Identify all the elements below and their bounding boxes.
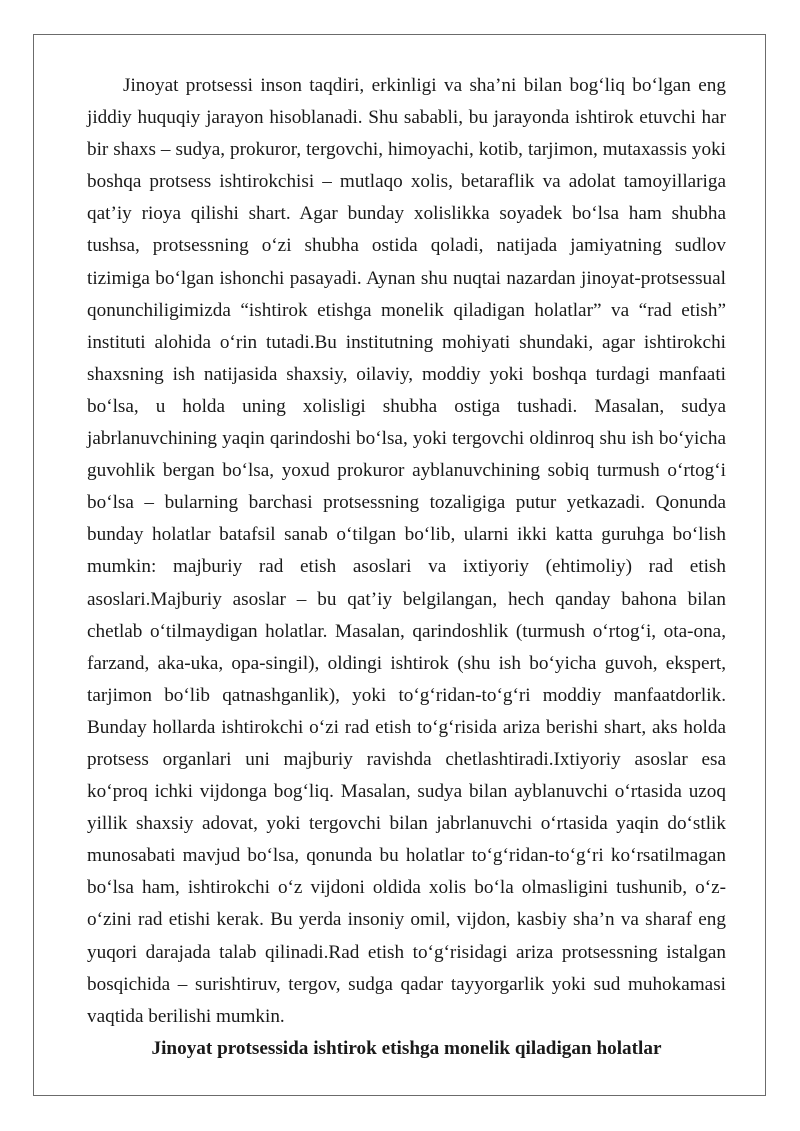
- section-heading: Jinoyat protsessida ishtirok etishga monelik qiladigan holatlar: [151, 1037, 662, 1059]
- body-paragraph: Jinoyat protsessi inson taqdiri, erkinligi va sha’ni bilan bog‘liq bo‘lgan eng jiddiy huquqiy jarayon hisoblanadi. Shu sababli, bu jarayonda ishtirok etuvchi har bir shaxs – sudya, prokuror, tergovchi, himoyachi, kotib, tarjimon, mutaxassis yoki boshqa protsess ishtirokchisi – mutlaqo xolis, betaraflik va adolat tamoyillariga qat’iy rioya qilishi shart. Agar bunday xolislikka soyadek bo‘lsa ham shubha tushsa, protsessning o‘zi shubha ostida qoladi, natijada jamiyatning sudlov tizimiga bo‘lgan ishonchi pasayadi. Aynan shu nuqtai nazardan jinoyat-protsessual qonunchiligimizda “ishtirok etishga monelik qiladigan holatlar” va “rad etish” instituti alohida o‘rin tutadi.Bu institutning mohiyati shundaki, agar ishtirokchi shaxsning ish natijasida shaxsiy, oilaviy, moddiy yoki boshqa turdagi manfaati bo‘lsa, u holda uning xolisligi shubha ostiga tushadi. Masalan, sudya jabrlanuvchining yaqin qarindoshi bo‘lsa, yoki tergovchi oldinroq shu ish bo‘yicha guvohlik bergan bo‘lsa, yoxud prokuror ayblanuvchining sobiq turmush o‘rtog‘i bo‘lsa – bularning barchasi protsessning tozaligiga putur yetkazadi. Qonunda bunday holatlar batafsil sanab o‘tilgan bo‘lib, ularni ikki katta guruhga bo‘lish mumkin: majburiy rad etish asoslari va ixtiyoriy (ehtimoliy) rad etish asoslari.Majburiy asoslar – bu qat’iy belgilangan, hech qanday bahona bilan chetlab o‘tilmaydigan holatlar. Masalan, qarindoshlik (turmush o‘rtog‘i, ota-ona, farzand, aka-uka, opa-singil), oldingi ishtirok (shu ish bo‘yicha guvoh, ekspert, tarjimon bo‘lib qatnashganlik), yoki to‘g‘ridan-to‘g‘ri moddiy manfaatdorlik. Bunday hollarda ishtirokchi o‘zi rad etish to‘g‘risida ariza berishi shart, aks holda protsess organlari uni majburiy ravishda chetlashtiradi.Ixtiyoriy asoslar esa ko‘proq ichki vijdonga bog‘liq. Masalan, sudya bilan ayblanuvchi o‘rtasida uzoq yillik shaxsiy adovat, yoki tergovchi bilan jabrlanuvchi o‘rtasida yaqin do‘stlik munosabati mavjud bo‘lsa, qonunda bu holatlar to‘g‘ridan-to‘g‘ri ko‘rsatilmagan bo‘lsa ham, ishtirokchi o‘z vijdoni oldida xolis bo‘la olmasligini tushunib, o‘z-o‘zini rad etishi kerak. Bu yerda insoniy omil, vijdon, kasbiy sha’n va sharaf eng yuqori darajada talab qilinadi.Rad etish to‘g‘risidagi ariza protsessning istalgan bosqichida – surishtiruv, tergov, sudga qadar tayyorgarlik yoki sud muhokamasi vaqtida berilishi mumkin.: [87, 75, 726, 1027]
- document-body: [87, 70, 726, 1065]
